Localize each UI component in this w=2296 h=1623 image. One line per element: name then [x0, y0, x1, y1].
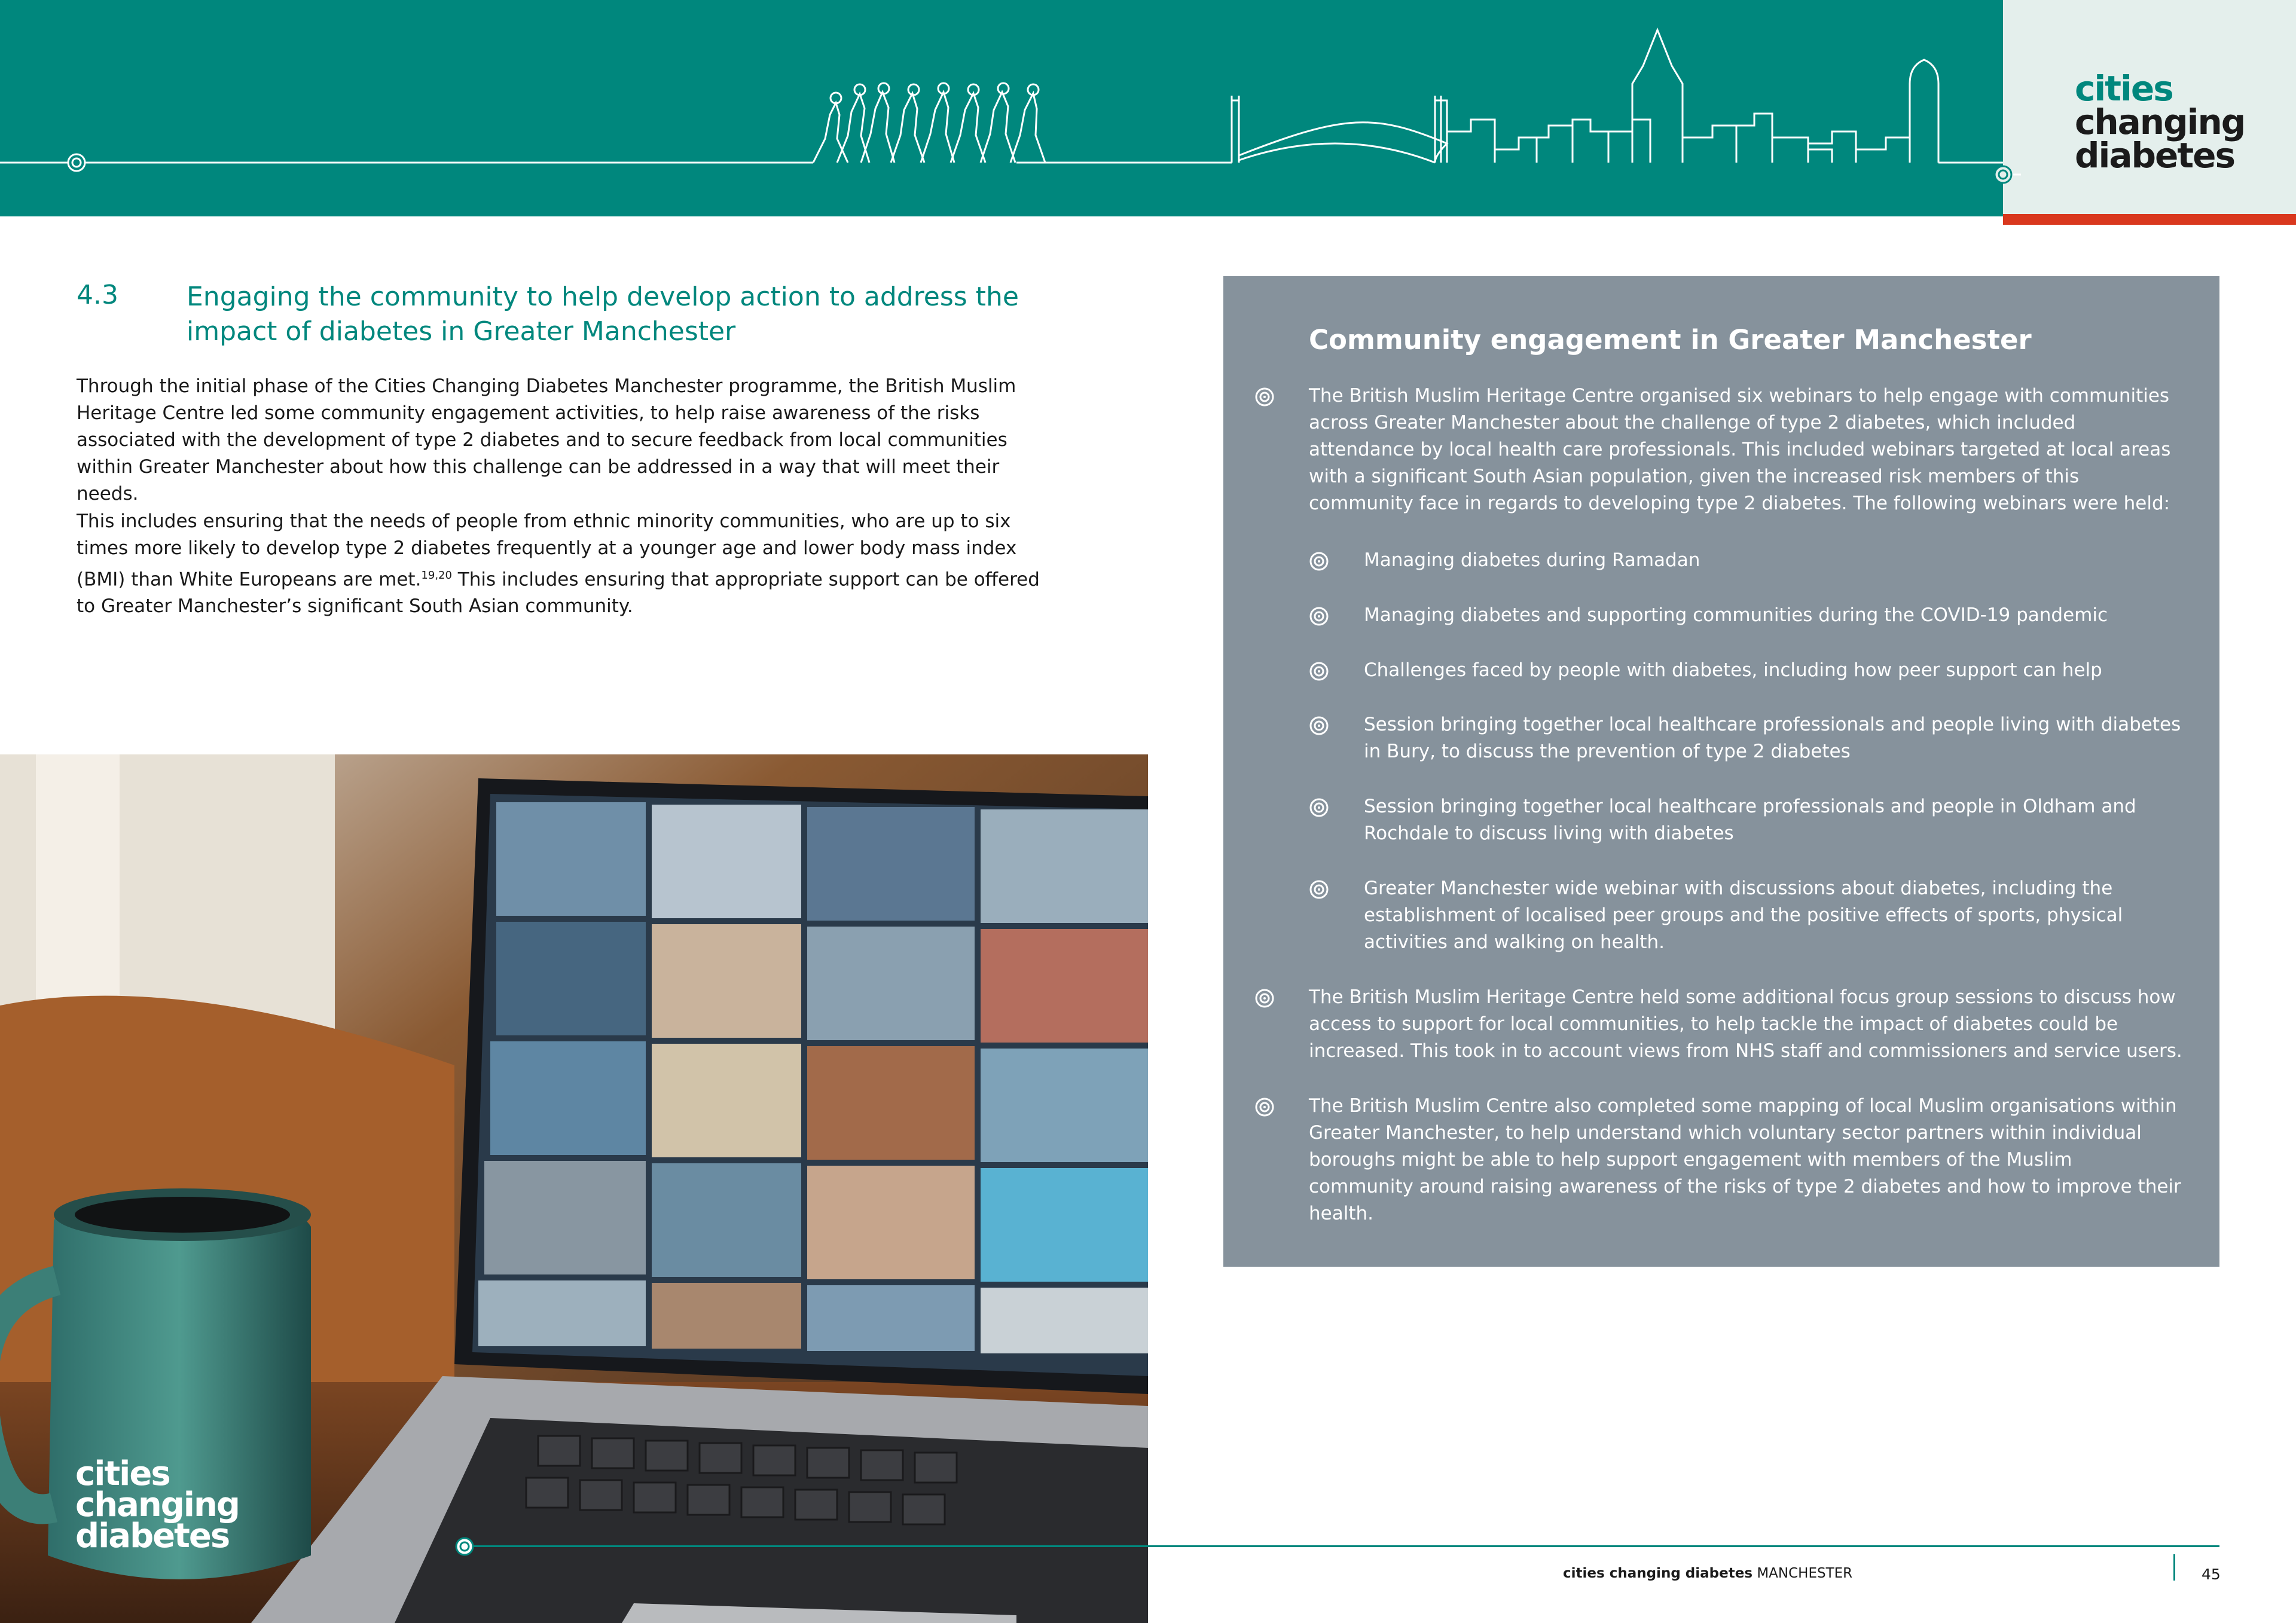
logo-line: diabetes	[2075, 135, 2234, 176]
walking-people-icon	[813, 83, 1045, 163]
page-number: 45	[2202, 1566, 2221, 1583]
logo-line: changing	[2075, 102, 2245, 142]
brand-logo-on-photo	[75, 1454, 239, 1555]
target-bullet-icon	[1309, 716, 1329, 736]
footer-brand: cities changing diabetes	[1563, 1566, 1753, 1581]
webinar-item: Managing diabetes and supporting communities during the COVID-19 pandemic	[1364, 604, 2108, 626]
webinar-item: Greater Manchester wide webinar with discussions about diabetes, including the establishment of localised peer groups and the positive effects of sports, physical activities and walking on health.	[1364, 878, 2123, 953]
webinar-item: Session bringing together local healthcare professionals and people in Oldham and Rochdale to discuss living with diabetes	[1364, 796, 2136, 844]
target-bullet-icon	[1309, 879, 1329, 900]
logo-line: changing	[75, 1486, 239, 1524]
footer-publication-label	[1563, 1566, 1852, 1581]
box-title: Community engagement in Greater Manchester	[1309, 324, 2032, 356]
logo-line: cities	[2075, 68, 2173, 109]
skyline-illustration	[0, 0, 2021, 216]
target-bullet-icon	[1309, 606, 1329, 626]
section-title: Engaging the community to help develop action to address the impact of diabetes in Greater Manchester	[187, 282, 1019, 347]
body-paragraph: Through the initial phase of the Cities Changing Diabetes Manchester programme, the British Muslim Heritage Centre led some community engagement activities, to help raise awareness of the risks associated with the development of type 2 diabetes and to secure feedback from local communities within Greater Manchester about how this challenge can be addressed in a way that will meet their needs.	[77, 375, 1016, 505]
target-bullet-icon	[1254, 988, 1275, 1008]
webinar-item: Session bringing together local healthcare professionals and people living with diabetes in Bury, to discuss the prevention of type 2 diabetes	[1364, 714, 2181, 762]
target-bullet-icon	[1309, 551, 1329, 571]
box-paragraph-focus-groups: The British Muslim Heritage Centre held some additional focus group sessions to discuss how access to support for local communities, to help tackle the impact of diabetes could be increased. This took in to account views from NHS staff and commissioners and service users.	[1309, 986, 2182, 1062]
footer-separator	[2173, 1554, 2175, 1581]
logo-line: cities	[75, 1454, 170, 1493]
webinar-item: Managing diabetes during Ramadan	[1364, 549, 1700, 571]
brand-logo	[2075, 68, 2245, 176]
target-ring-icon	[454, 1536, 475, 1557]
target-bullet-icon	[1309, 661, 1329, 681]
target-bullet-icon	[1309, 797, 1329, 818]
video-call-grid	[478, 802, 1148, 1353]
footer-rule	[472, 1545, 2219, 1547]
body-paragraph	[77, 508, 1057, 620]
community-engagement-box	[1223, 276, 2219, 1267]
target-bullet-icon	[1254, 387, 1275, 407]
section-number: 4.3	[77, 280, 118, 310]
paragraph-text: This includes ensuring that appropriate support can be offered to Greater Manchester’s significant South Asian community.	[77, 568, 1040, 618]
header-red-stripe	[2003, 214, 2296, 225]
logo-line: diabetes	[75, 1517, 230, 1555]
box-paragraph-mapping: The British Muslim Centre also completed some mapping of local Muslim organisations within Greater Manchester, to help understand which voluntary sector partners within individual boroughs might be able to help support engagement with members of the Muslim community around raising awareness of the risks of type 2 diabetes and how to improve their health.	[1309, 1095, 2181, 1224]
paragraph-text: This includes ensuring that the needs of people from ethnic minority communities, who are up to six times more likely to develop type 2 diabetes frequently at a younger age and lower body mass index (BMI) than White Europeans are met.	[77, 511, 1017, 591]
target-bullet-icon	[1254, 1097, 1275, 1117]
target-ring-icon	[1995, 166, 2011, 183]
footer-city: MANCHESTER	[1752, 1566, 1853, 1581]
reference-superscript: 19,20	[421, 569, 452, 582]
box-paragraph-intro: The British Muslim Heritage Centre organised six webinars to help engage with communities across Greater Manchester about the challenge of type 2 diabetes, which included attendance by local health care professionals. This included webinars targeted at local areas with a significant South Asian population, given the increased risk members of this community face in regards to developing type 2 diabetes. The following webinars were held:	[1309, 385, 2171, 514]
webinar-item: Challenges faced by people with diabetes, including how peer support can help	[1364, 659, 2102, 681]
target-ring-icon	[68, 154, 85, 171]
